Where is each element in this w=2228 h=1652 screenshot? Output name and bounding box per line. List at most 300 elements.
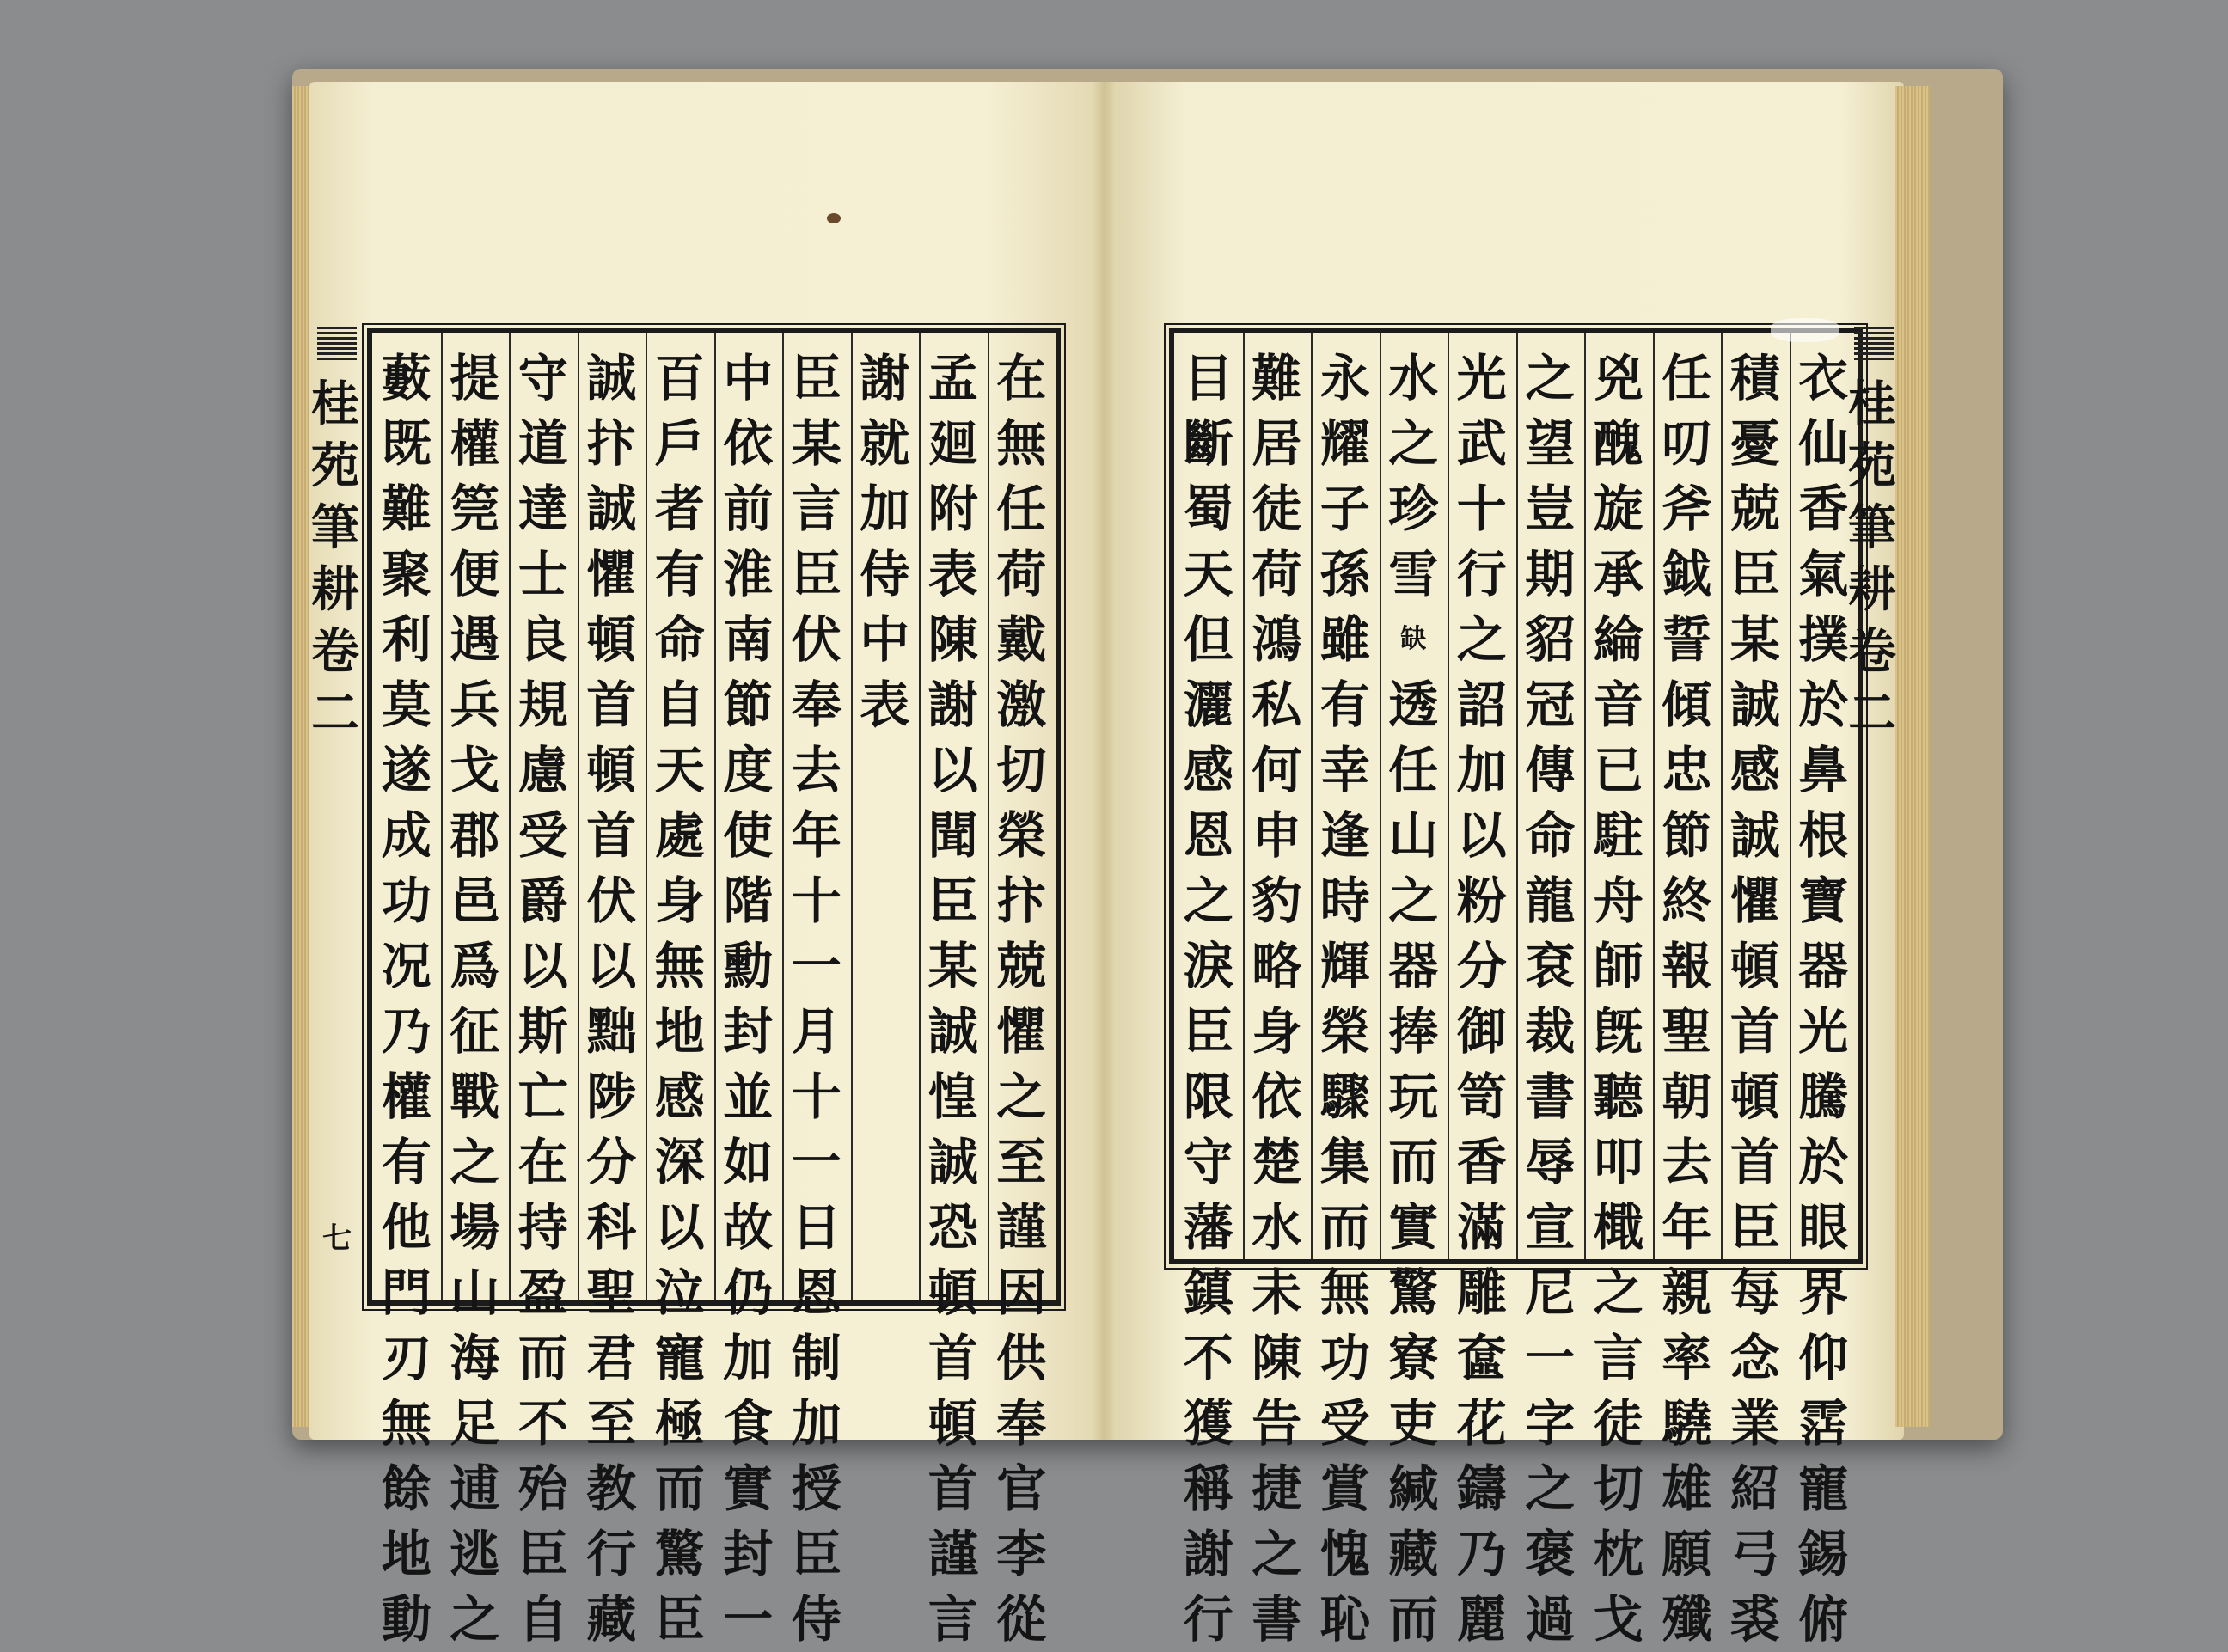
glyph: 透 bbox=[1388, 676, 1439, 734]
glyph: 權 bbox=[381, 1068, 432, 1126]
glyph: 聖 bbox=[1662, 1002, 1712, 1061]
column-rule bbox=[1243, 333, 1245, 1259]
glyph: 頓 bbox=[1729, 937, 1780, 995]
glyph: 誠 bbox=[1729, 676, 1780, 734]
glyph: 麗 bbox=[1456, 1590, 1507, 1649]
glyph: 臣 bbox=[1729, 545, 1780, 603]
glyph: 依 bbox=[1252, 1068, 1302, 1126]
glyph: 誓 bbox=[1662, 610, 1712, 669]
glyph: 楚 bbox=[1252, 1133, 1302, 1191]
glyph: 地 bbox=[654, 1002, 705, 1061]
glyph: 道 bbox=[517, 414, 568, 473]
title-char: 二 bbox=[311, 685, 359, 742]
glyph: 衣 bbox=[1798, 349, 1849, 407]
glyph: 玩 bbox=[1388, 1068, 1439, 1126]
glyph: 袞 bbox=[1525, 937, 1576, 995]
glyph: 淚 bbox=[1183, 937, 1233, 995]
glyph: 謹 bbox=[927, 1525, 978, 1583]
glyph: 天 bbox=[654, 741, 705, 799]
glyph: 達 bbox=[517, 480, 568, 538]
glyph: 之 bbox=[1525, 1459, 1576, 1518]
glyph: 身 bbox=[654, 872, 705, 930]
glyph: 功 bbox=[381, 872, 432, 930]
glyph: 節 bbox=[723, 676, 774, 734]
glyph: 之 bbox=[1252, 1525, 1302, 1583]
glyph: 自 bbox=[654, 676, 705, 734]
glyph: 藏 bbox=[586, 1590, 637, 1649]
glyph: 言 bbox=[927, 1590, 978, 1649]
glyph: 孟 bbox=[927, 349, 978, 407]
glyph: 幸 bbox=[1319, 741, 1370, 799]
glyph: 徒 bbox=[1593, 1394, 1643, 1453]
glyph: 戶 bbox=[654, 414, 705, 473]
column-rule bbox=[919, 333, 921, 1300]
glyph: 仍 bbox=[723, 1263, 774, 1322]
glyph: 辱 bbox=[1525, 1133, 1576, 1191]
glyph: 稱 bbox=[1183, 1459, 1233, 1518]
glyph: 鼻 bbox=[1798, 741, 1849, 799]
glyph: 去 bbox=[791, 741, 842, 799]
glyph: 鎮 bbox=[1183, 1263, 1233, 1322]
glyph: 中 bbox=[860, 610, 910, 669]
glyph: 便 bbox=[450, 545, 500, 603]
glyph: 言 bbox=[1593, 1329, 1643, 1387]
glyph: 難 bbox=[381, 480, 432, 538]
glyph: 某 bbox=[1729, 610, 1780, 669]
glyph: 笥 bbox=[1456, 1068, 1507, 1126]
glyph: 奉 bbox=[791, 676, 842, 734]
glyph: 邑 bbox=[450, 872, 500, 930]
text-column bbox=[1311, 333, 1380, 1649]
text-column bbox=[988, 333, 1056, 1649]
glyph: 陳 bbox=[1252, 1329, 1302, 1387]
glyph: 申 bbox=[1252, 806, 1302, 865]
glyph: 積 bbox=[1729, 349, 1780, 407]
glyph: 根 bbox=[1798, 806, 1849, 865]
glyph: 激 bbox=[996, 676, 1047, 734]
glyph: 至 bbox=[586, 1394, 637, 1453]
glyph: 俯 bbox=[1798, 1590, 1849, 1649]
glyph: 乃 bbox=[381, 1002, 432, 1061]
glyph: 逃 bbox=[450, 1525, 500, 1583]
glyph: 前 bbox=[723, 480, 774, 538]
glyph: 依 bbox=[723, 414, 774, 473]
glyph: 永 bbox=[1319, 349, 1370, 407]
fold-title bbox=[1848, 373, 1900, 744]
title-char: 二 bbox=[1848, 685, 1896, 742]
glyph: 仰 bbox=[1798, 1329, 1849, 1387]
glyph: 山 bbox=[450, 1263, 500, 1322]
glyph: 去 bbox=[1662, 1133, 1712, 1191]
glyph: 紹 bbox=[1729, 1459, 1780, 1518]
glyph: 十 bbox=[791, 1068, 842, 1126]
glyph: 在 bbox=[517, 1133, 568, 1191]
glyph: 逋 bbox=[450, 1459, 500, 1518]
glyph: 授 bbox=[791, 1459, 842, 1518]
glyph: 音 bbox=[1593, 676, 1643, 734]
glyph: 分 bbox=[586, 1133, 637, 1191]
glyph: 書 bbox=[1525, 1068, 1576, 1126]
glyph: 每 bbox=[1729, 1263, 1780, 1322]
page-number: 七 bbox=[322, 1221, 352, 1256]
text-column bbox=[646, 333, 714, 1649]
glyph: 十 bbox=[791, 872, 842, 930]
glyph: 器 bbox=[1798, 937, 1849, 995]
glyph: 寵 bbox=[1798, 1459, 1849, 1518]
right-page-edges bbox=[1895, 86, 1930, 1427]
glyph: 聖 bbox=[586, 1263, 637, 1322]
text-column bbox=[782, 333, 851, 1649]
glyph: 叨 bbox=[1662, 414, 1712, 473]
glyph: 之 bbox=[1183, 872, 1233, 930]
glyph: 藏 bbox=[1388, 1525, 1439, 1583]
glyph: 裘 bbox=[1729, 1590, 1780, 1649]
glyph: 耀 bbox=[1319, 414, 1370, 473]
glyph: 驟 bbox=[1319, 1068, 1370, 1126]
glyph: 郡 bbox=[450, 806, 500, 865]
glyph: 荷 bbox=[1252, 545, 1302, 603]
text-column bbox=[851, 333, 920, 1312]
text-column bbox=[578, 333, 646, 1649]
glyph: 恥 bbox=[1319, 1590, 1370, 1649]
glyph: 地 bbox=[381, 1525, 432, 1583]
column-rule bbox=[1653, 333, 1655, 1259]
glyph: 目 bbox=[1183, 349, 1233, 407]
glyph: 冠 bbox=[1525, 676, 1576, 734]
glyph: 之 bbox=[1525, 349, 1576, 407]
glyph: 在 bbox=[996, 349, 1047, 407]
right-fold-margin bbox=[1848, 320, 1900, 1304]
glyph: 香 bbox=[1798, 480, 1849, 538]
glyph: 書 bbox=[1252, 1590, 1302, 1649]
glyph: 不 bbox=[517, 1394, 568, 1453]
glyph: 年 bbox=[791, 806, 842, 865]
glyph: 而 bbox=[1319, 1198, 1370, 1257]
title-char: 苑 bbox=[311, 437, 359, 494]
title-char: 耕 bbox=[311, 561, 359, 618]
glyph: 無 bbox=[1319, 1263, 1370, 1322]
column-rule bbox=[1516, 333, 1518, 1259]
column-rule bbox=[1584, 333, 1586, 1259]
glyph: 侍 bbox=[860, 545, 910, 603]
glyph: 錫 bbox=[1798, 1525, 1849, 1583]
glyph: 加 bbox=[791, 1394, 842, 1453]
glyph: 伏 bbox=[586, 872, 637, 930]
glyph: 淮 bbox=[723, 545, 774, 603]
glyph: 驚 bbox=[654, 1525, 705, 1583]
glyph: 懼 bbox=[1729, 872, 1780, 930]
glyph: 期 bbox=[1525, 545, 1576, 603]
glyph: 官 bbox=[996, 1459, 1047, 1518]
glyph: 豹 bbox=[1252, 872, 1302, 930]
glyph: 光 bbox=[1456, 349, 1507, 407]
glyph: 率 bbox=[1662, 1329, 1712, 1387]
glyph: 守 bbox=[517, 349, 568, 407]
column-rule bbox=[1380, 333, 1381, 1259]
glyph: 誠 bbox=[927, 1133, 978, 1191]
glyph: 念 bbox=[1729, 1329, 1780, 1387]
glyph: 謝 bbox=[860, 349, 910, 407]
glyph: 言 bbox=[791, 480, 842, 538]
glyph: 士 bbox=[517, 545, 568, 603]
glyph: 之 bbox=[1456, 610, 1507, 669]
glyph: 於 bbox=[1798, 676, 1849, 734]
glyph: 之 bbox=[1593, 1263, 1643, 1322]
glyph: 勳 bbox=[723, 937, 774, 995]
glyph: 良 bbox=[517, 610, 568, 669]
glyph: 黜 bbox=[586, 1002, 637, 1061]
glyph: 懼 bbox=[996, 1002, 1047, 1061]
glyph: 傳 bbox=[1525, 741, 1576, 799]
glyph: 以 bbox=[654, 1198, 705, 1257]
glyph: 兵 bbox=[450, 676, 500, 734]
glyph: 謹 bbox=[996, 1198, 1047, 1257]
glyph: 廻 bbox=[927, 414, 978, 473]
glyph: 因 bbox=[996, 1263, 1047, 1322]
glyph: 居 bbox=[1252, 414, 1302, 473]
glyph: 處 bbox=[654, 806, 705, 865]
glyph: 切 bbox=[1593, 1459, 1643, 1518]
text-column bbox=[1174, 333, 1243, 1649]
column-rule bbox=[782, 333, 784, 1300]
glyph: 過 bbox=[1525, 1590, 1576, 1649]
glyph: 附 bbox=[927, 480, 978, 538]
glyph: 至 bbox=[996, 1133, 1047, 1191]
glyph: 無 bbox=[654, 937, 705, 995]
glyph: 十 bbox=[1456, 480, 1507, 538]
glyph: 撲 bbox=[1798, 610, 1849, 669]
glyph: 頓 bbox=[1729, 1068, 1780, 1126]
column-rule bbox=[441, 333, 443, 1300]
glyph: 表 bbox=[860, 676, 910, 734]
title-char: 桂 bbox=[311, 376, 359, 432]
text-column bbox=[441, 333, 510, 1649]
glyph: 場 bbox=[450, 1198, 500, 1257]
glyph: 武 bbox=[1456, 414, 1507, 473]
glyph: 行 bbox=[1456, 545, 1507, 603]
glyph: 器 bbox=[1388, 937, 1439, 995]
glyph: 持 bbox=[517, 1198, 568, 1257]
glyph: 憂 bbox=[1729, 414, 1780, 473]
glyph: 詔 bbox=[1456, 676, 1507, 734]
glyph: 利 bbox=[381, 610, 432, 669]
glyph: 斯 bbox=[517, 1002, 568, 1061]
glyph: 承 bbox=[1593, 545, 1643, 603]
ink-spot bbox=[827, 213, 841, 223]
left-fold-margin bbox=[311, 320, 363, 1304]
glyph: 仙 bbox=[1798, 414, 1849, 473]
glyph: 度 bbox=[723, 741, 774, 799]
glyph: 鴻 bbox=[1252, 610, 1302, 669]
glyph: 水 bbox=[1388, 349, 1439, 407]
glyph: 任 bbox=[996, 480, 1047, 538]
glyph: 綸 bbox=[1593, 610, 1643, 669]
glyph: 雕 bbox=[1456, 1263, 1507, 1322]
column-rule bbox=[578, 333, 579, 1300]
glyph: 任 bbox=[1662, 349, 1712, 407]
glyph: 臣 bbox=[517, 1525, 568, 1583]
glyph: 何 bbox=[1252, 741, 1302, 799]
glyph: 陳 bbox=[927, 610, 978, 669]
glyph: 之 bbox=[1388, 872, 1439, 930]
glyph: 滿 bbox=[1456, 1198, 1507, 1257]
glyph: 乃 bbox=[1456, 1525, 1507, 1583]
title-char: 耕 bbox=[1848, 561, 1896, 618]
glyph: 深 bbox=[654, 1133, 705, 1191]
glyph: 供 bbox=[996, 1329, 1047, 1387]
glyph: 荷 bbox=[996, 545, 1047, 603]
glyph: 頓 bbox=[586, 610, 637, 669]
glyph: 驍 bbox=[1662, 1394, 1712, 1453]
glyph: 並 bbox=[723, 1068, 774, 1126]
glyph: 命 bbox=[1525, 806, 1576, 865]
glyph: 首 bbox=[1729, 1133, 1780, 1191]
glyph: 寮 bbox=[1388, 1329, 1439, 1387]
glyph: 加 bbox=[860, 480, 910, 538]
glyph: 臣 bbox=[791, 349, 842, 407]
glyph: 伏 bbox=[791, 610, 842, 669]
glyph: 足 bbox=[450, 1394, 500, 1453]
column-rule bbox=[988, 333, 989, 1300]
glyph: 醜 bbox=[1593, 414, 1643, 473]
glyph: 褒 bbox=[1525, 1525, 1576, 1583]
glyph: 故 bbox=[723, 1198, 774, 1257]
glyph: 如 bbox=[723, 1133, 774, 1191]
glyph: 孫 bbox=[1319, 545, 1370, 603]
glyph: 以 bbox=[517, 937, 568, 995]
glyph: 奉 bbox=[996, 1394, 1047, 1453]
glyph: 誠 bbox=[586, 349, 637, 407]
glyph: 臣 bbox=[654, 1590, 705, 1649]
glyph: 緘 bbox=[1388, 1459, 1439, 1518]
glyph: 舟 bbox=[1593, 872, 1643, 930]
glyph: 奩 bbox=[1456, 1329, 1507, 1387]
glyph: 之 bbox=[450, 1590, 500, 1649]
glyph: 弓 bbox=[1729, 1525, 1780, 1583]
glyph: 某 bbox=[927, 937, 978, 995]
glyph: 已 bbox=[1593, 741, 1643, 799]
glyph: 提 bbox=[450, 349, 500, 407]
glyph: 於 bbox=[1798, 1133, 1849, 1191]
glyph: 命 bbox=[654, 610, 705, 669]
glyph: 誠 bbox=[927, 1002, 978, 1061]
text-column bbox=[372, 333, 441, 1649]
glyph: 他 bbox=[381, 1198, 432, 1257]
glyph: 吏 bbox=[1388, 1394, 1439, 1453]
glyph: 抃 bbox=[586, 414, 637, 473]
glyph: 私 bbox=[1252, 676, 1302, 734]
glyph: 分 bbox=[1456, 937, 1507, 995]
glyph: 忠 bbox=[1662, 741, 1712, 799]
glyph: 感 bbox=[1183, 741, 1233, 799]
glyph: 誠 bbox=[1729, 806, 1780, 865]
glyph: 水 bbox=[1252, 1198, 1302, 1257]
glyph: 征 bbox=[450, 1002, 500, 1061]
title-char: 筆 bbox=[1848, 499, 1896, 556]
glyph: 莫 bbox=[381, 676, 432, 734]
book-gutter bbox=[1092, 82, 1117, 1440]
fold-title bbox=[311, 373, 363, 744]
glyph: 任 bbox=[1388, 741, 1439, 799]
glyph: 有 bbox=[654, 545, 705, 603]
glyph: 不 bbox=[1183, 1329, 1233, 1387]
glyph: 山 bbox=[1388, 806, 1439, 865]
text-column bbox=[1516, 333, 1585, 1649]
glyph: 恩 bbox=[1183, 806, 1233, 865]
glyph: 封 bbox=[723, 1002, 774, 1061]
title-char: 卷 bbox=[311, 623, 359, 680]
glyph: 略 bbox=[1252, 937, 1302, 995]
glyph: 恐 bbox=[927, 1198, 978, 1257]
column-rule bbox=[1311, 333, 1313, 1259]
glyph: 時 bbox=[1319, 872, 1370, 930]
glyph: 氣 bbox=[1798, 545, 1849, 603]
fishtail-mark bbox=[1854, 327, 1894, 361]
glyph: 有 bbox=[1319, 676, 1370, 734]
glyph: 規 bbox=[517, 676, 568, 734]
glyph: 旣 bbox=[1593, 1002, 1643, 1061]
glyph: 食 bbox=[723, 1394, 774, 1453]
glyph: 一 bbox=[723, 1590, 774, 1649]
glyph: 而 bbox=[1388, 1590, 1439, 1649]
glyph: 香 bbox=[1456, 1133, 1507, 1191]
glyph: 斷 bbox=[1183, 414, 1233, 473]
glyph: 守 bbox=[1183, 1133, 1233, 1191]
glyph: 海 bbox=[450, 1329, 500, 1387]
glyph: 遂 bbox=[381, 741, 432, 799]
glyph: 花 bbox=[1456, 1394, 1507, 1453]
glyph: 君 bbox=[586, 1329, 637, 1387]
glyph: 龍 bbox=[1525, 872, 1576, 930]
glyph: 無 bbox=[381, 1394, 432, 1453]
text-column bbox=[509, 333, 578, 1649]
glyph: 傾 bbox=[1662, 676, 1712, 734]
column-rule bbox=[714, 333, 716, 1300]
glyph: 行 bbox=[1183, 1590, 1233, 1649]
glyph: 缺 bbox=[1400, 624, 1427, 654]
right-text-frame bbox=[1169, 328, 1863, 1649]
glyph: 首 bbox=[1729, 1002, 1780, 1061]
glyph: 謝 bbox=[1183, 1525, 1233, 1583]
glyph: 况 bbox=[381, 937, 432, 995]
glyph: 珍 bbox=[1388, 480, 1439, 538]
glyph: 枕 bbox=[1593, 1525, 1643, 1583]
glyph: 就 bbox=[860, 414, 910, 473]
glyph: 李 bbox=[996, 1525, 1047, 1583]
glyph: 南 bbox=[723, 610, 774, 669]
glyph: 戈 bbox=[450, 741, 500, 799]
glyph: 之 bbox=[1388, 414, 1439, 473]
column-rule bbox=[1790, 333, 1791, 1259]
glyph: 受 bbox=[517, 806, 568, 865]
glyph: 雖 bbox=[1319, 610, 1370, 669]
glyph: 爲 bbox=[450, 937, 500, 995]
glyph: 捷 bbox=[1252, 1459, 1302, 1518]
glyph: 者 bbox=[654, 480, 705, 538]
column-rule bbox=[851, 333, 853, 1300]
glyph: 宣 bbox=[1525, 1198, 1576, 1257]
glyph: 身 bbox=[1252, 1002, 1302, 1061]
glyph: 制 bbox=[791, 1329, 842, 1387]
glyph: 光 bbox=[1798, 1002, 1849, 1061]
glyph: 筦 bbox=[450, 480, 500, 538]
glyph: 表 bbox=[927, 545, 978, 603]
glyph: 灑 bbox=[1183, 676, 1233, 734]
glyph: 寶 bbox=[1798, 872, 1849, 930]
glyph: 豈 bbox=[1525, 480, 1576, 538]
glyph: 難 bbox=[1252, 349, 1302, 407]
glyph: 侍 bbox=[791, 1590, 842, 1649]
